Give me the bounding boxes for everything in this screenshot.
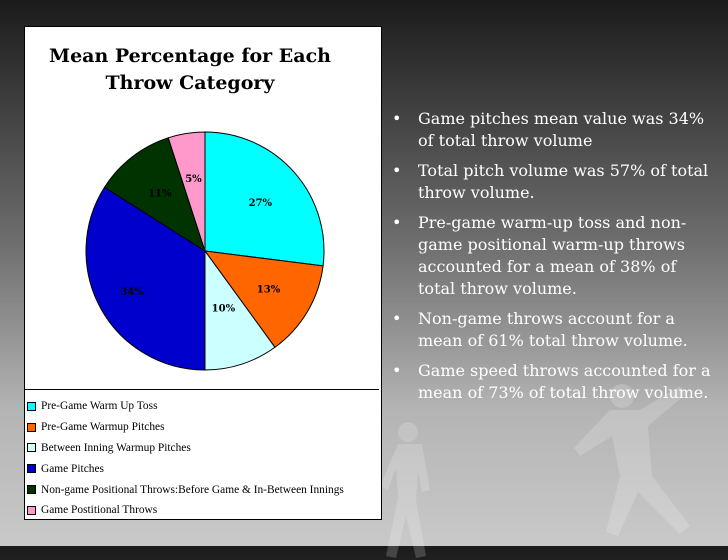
data-label-between-inning-warmup-pitches: 10% [211,303,236,315]
bullet-text: Game speed throws accounted for a mean of 73% of total throw volume. [418,361,711,402]
bullet-dot-icon: • [392,109,402,128]
bullet-text: Non-game throws account for a mean of 61% total throw volume. [418,309,688,350]
bullet-dot-icon: • [392,361,402,380]
bullet-text: Total pitch volume was 57% of total throw volume. [418,161,709,202]
legend-swatch [27,485,36,494]
chart-legend [25,389,379,519]
legend-item [25,438,379,459]
data-label-pre-game-warmup-pitches: 13% [256,284,281,296]
bullet-text: Pre-game warm-up toss and non-game positional warm-up throws accounted for a mean of 38% of total throw volume. [418,213,687,298]
data-label-game-positional-throws: 5% [185,174,202,186]
chart-title: Mean Percentage for Each Throw Category [49,45,331,94]
player-silhouette-icon [378,420,448,560]
pie-chart [25,27,379,389]
legend-swatch [27,506,36,515]
legend-swatch [27,423,36,432]
legend-item [25,396,379,417]
legend-swatch [27,443,36,452]
data-label-non-game-positional-throws: 11% [148,188,172,200]
legend-label: Pre-Game Warmup Pitches [41,421,165,434]
bullet-dot-icon: • [392,161,402,180]
data-label-game-pitches: 34% [120,287,144,299]
bullet-item [386,308,716,352]
legend-label: Game Postitional Throws [41,504,158,517]
bullet-list [386,108,716,412]
legend-label: Between Inning Warmup Pitches [41,441,191,454]
legend-label: Game Pitches [41,462,104,475]
bullet-item [386,360,716,404]
bullet-text: Game pitches mean value was 34% of total throw volume [418,109,705,150]
chart-panel [24,26,382,520]
legend-label: Pre-Game Warm Up Toss [41,400,158,413]
legend-item [25,500,379,521]
legend-swatch [27,402,36,411]
bullet-dot-icon: • [392,213,402,232]
legend-item [25,479,379,500]
bullet-dot-icon: • [392,309,402,328]
legend-swatch [27,464,36,473]
legend-label: Non-game Positional Throws:Before Game & In-Between Innings [41,483,344,496]
bullet-item [386,108,716,152]
bullet-item [386,212,716,300]
bullet-item [386,160,716,204]
legend-item [25,458,379,479]
data-label-pre-game-warm-up-toss: 27% [248,198,273,210]
legend-item [25,417,379,438]
